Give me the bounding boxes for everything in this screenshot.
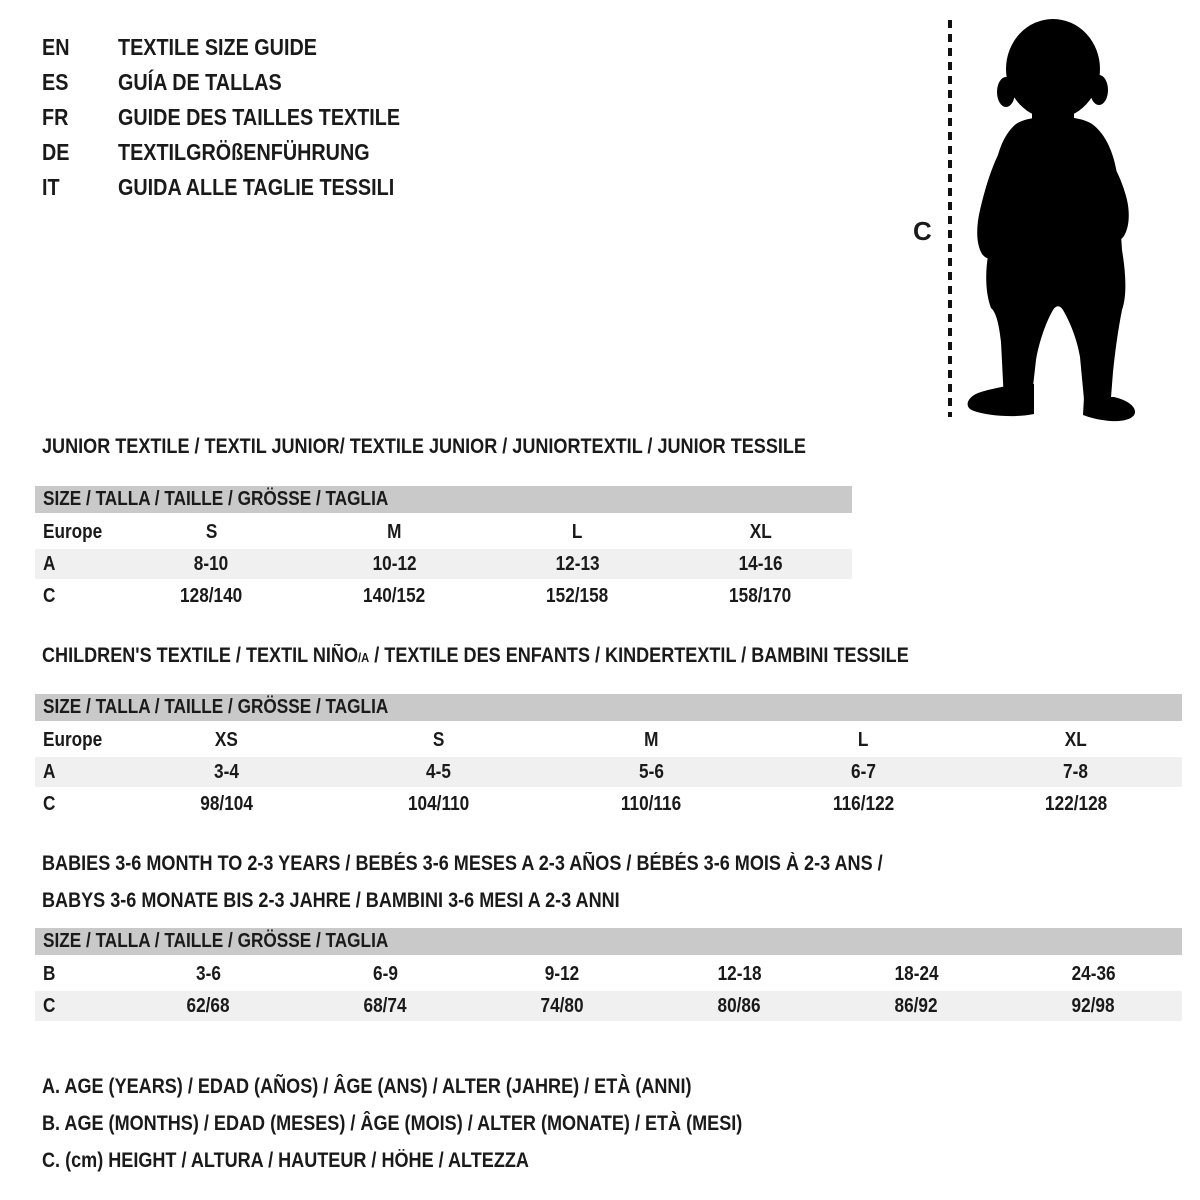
language-row-it xyxy=(42,170,446,205)
row-label: Europe xyxy=(43,728,103,751)
table-row-height xyxy=(35,991,1182,1021)
height-measure-dashed-line xyxy=(948,20,952,417)
size-header-bar: SIZE / TALLA / TAILLE / GRÖSSE / TAGLIA xyxy=(35,928,1182,955)
language-code: IT xyxy=(42,174,60,200)
language-title: GUIDE DES TAILLES TEXTILE xyxy=(118,104,401,130)
children-section-heading xyxy=(42,637,1050,676)
heading-text: / TEXTILE DES ENFANTS / KINDERTEXTIL / BAMBINI TESSILE xyxy=(369,644,909,667)
table-cell: 80/86 xyxy=(717,994,762,1017)
table-cell: 140/152 xyxy=(363,584,426,607)
language-code: ES xyxy=(42,69,69,95)
table-cell: 128/140 xyxy=(180,584,243,607)
table-cell: 3-4 xyxy=(213,760,239,783)
babies-size-table xyxy=(35,928,1182,1023)
table-row-europe xyxy=(35,725,1182,755)
row-label: A xyxy=(43,552,56,575)
table-cell: L xyxy=(572,520,583,543)
table-cell: 92/98 xyxy=(1071,994,1116,1017)
language-title: GUIDA ALLE TAGLIE TESSILI xyxy=(118,174,395,200)
size-header-bar: SIZE / TALLA / TAILLE / GRÖSSE / TAGLIA xyxy=(35,694,1182,721)
table-row-age xyxy=(35,757,1182,787)
legend-line-a: A. AGE (YEARS) / EDAD (AÑOS) / ÂGE (ANS) / ALTER (JAHRE) / ETÀ (ANNI) xyxy=(42,1075,692,1098)
table-cell: 68/74 xyxy=(363,994,408,1017)
junior-section-heading: JUNIOR TEXTILE / TEXTIL JUNIOR/ TEXTILE JUNIOR / JUNIORTEXTIL / JUNIOR TESSILE xyxy=(42,435,806,458)
row-label: C xyxy=(43,792,56,815)
table-cell: 18-24 xyxy=(894,962,939,985)
table-cell: 158/170 xyxy=(729,584,792,607)
table-row-age xyxy=(35,549,852,579)
table-cell: 10-12 xyxy=(372,552,417,575)
table-cell: M xyxy=(387,520,402,543)
children-size-table xyxy=(35,694,1182,821)
table-cell: 122/128 xyxy=(1044,792,1107,815)
height-measure-label: C xyxy=(913,216,932,246)
babies-section-heading: BABIES 3-6 MONTH TO 2-3 YEARS / BEBÉS 3-6 MESES A 2-3 AÑOS / BÉBÉS 3-6 MOIS À 2-3 ANS / BABYS 3-6 MONATE BIS 2-3 JAHRE / BAMBINI 3-6 MESI A 2-3 ANNI xyxy=(42,852,883,912)
table-cell: 110/116 xyxy=(620,792,682,815)
heading-subscript: /A xyxy=(358,650,370,665)
table-row-height xyxy=(35,789,1182,819)
language-row-en xyxy=(42,30,446,65)
language-title: GUÍA DE TALLAS xyxy=(118,69,282,95)
table-cell: XS xyxy=(214,728,238,751)
table-cell: S xyxy=(205,520,218,543)
table-cell: XL xyxy=(1064,728,1087,751)
table-cell: 14-16 xyxy=(738,552,783,575)
table-cell: 5-6 xyxy=(638,760,664,783)
language-row-de xyxy=(42,135,446,170)
table-cell: 7-8 xyxy=(1063,760,1089,783)
language-row-fr xyxy=(42,100,446,135)
row-label: C xyxy=(43,994,56,1017)
table-cell: L xyxy=(858,728,869,751)
table-row-height xyxy=(35,581,852,611)
language-code: DE xyxy=(42,139,70,165)
toddler-silhouette xyxy=(958,12,1148,424)
table-cell: 8-10 xyxy=(194,552,229,575)
table-cell: 6-7 xyxy=(850,760,876,783)
table-cell: S xyxy=(432,728,445,751)
junior-size-table xyxy=(35,486,852,613)
row-label: B xyxy=(43,962,56,985)
table-cell: 9-12 xyxy=(545,962,580,985)
language-code: EN xyxy=(42,34,70,60)
table-cell: 152/158 xyxy=(546,584,609,607)
table-cell: 98/104 xyxy=(199,792,253,815)
size-header-bar: SIZE / TALLA / TAILLE / GRÖSSE / TAGLIA xyxy=(35,486,852,513)
table-cell: 3-6 xyxy=(196,962,221,985)
table-row-europe xyxy=(35,517,852,547)
row-label: Europe xyxy=(43,520,103,543)
table-cell: XL xyxy=(749,520,772,543)
language-code: FR xyxy=(42,104,69,130)
legend-line-c: C. (cm) HEIGHT / ALTURA / HAUTEUR / HÖHE / ALTEZZA xyxy=(42,1149,529,1172)
table-cell: 62/68 xyxy=(186,994,231,1017)
table-cell: M xyxy=(643,728,659,751)
language-list xyxy=(42,30,446,205)
table-cell: 12-18 xyxy=(717,962,762,985)
table-cell: 4-5 xyxy=(426,760,452,783)
table-cell: 24-36 xyxy=(1071,962,1116,985)
table-cell: 6-9 xyxy=(373,962,398,985)
legend-line-b: B. AGE (MONTHS) / EDAD (MESES) / ÂGE (MOIS) / ALTER (MONATE) / ETÀ (MESI) xyxy=(42,1112,743,1135)
language-title: TEXTILGRÖßENFÜHRUNG xyxy=(118,139,370,165)
table-row-age-months xyxy=(35,959,1182,989)
row-label: A xyxy=(43,760,56,783)
row-label: C xyxy=(43,584,56,607)
table-cell: 12-13 xyxy=(555,552,600,575)
table-cell: 104/110 xyxy=(407,792,470,815)
table-cell: 116/122 xyxy=(832,792,895,815)
language-row-es xyxy=(42,65,446,100)
legend xyxy=(42,1068,856,1179)
heading-text: CHILDREN'S TEXTILE / TEXTIL NIÑO xyxy=(42,644,359,667)
table-cell: 74/80 xyxy=(540,994,585,1017)
language-title: TEXTILE SIZE GUIDE xyxy=(118,34,317,60)
table-cell: 86/92 xyxy=(894,994,939,1017)
